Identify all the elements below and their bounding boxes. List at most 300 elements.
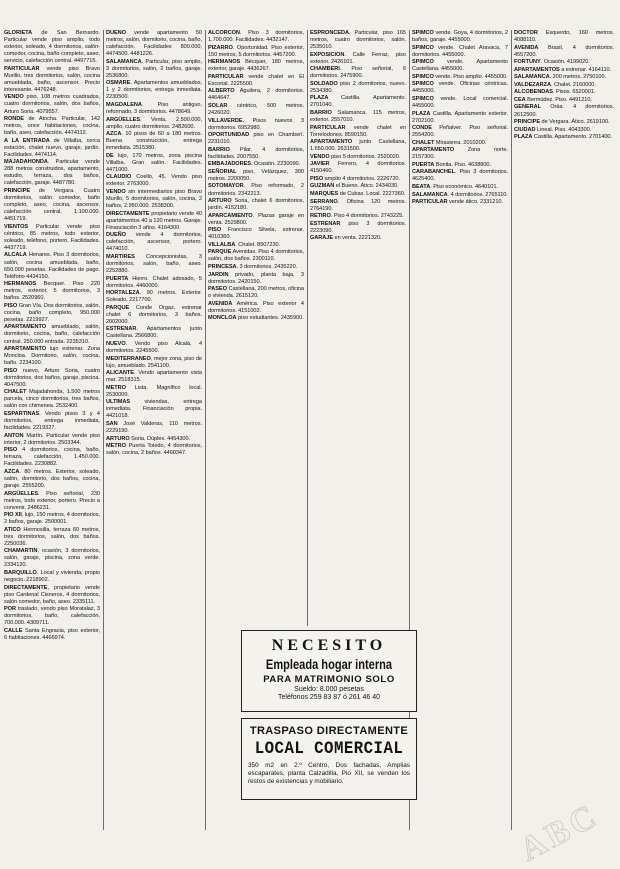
classified-ad: [310, 66, 406, 80]
classified-ad: [208, 183, 304, 197]
classified-ad-heading: SPIMCO: [412, 73, 434, 80]
classified-ad: [106, 326, 202, 340]
classified-column-5: [412, 30, 508, 830]
classified-ad-heading: VALDEZARZA: [514, 81, 551, 88]
classified-ad: [106, 80, 202, 101]
classified-ad-text: amueblado, salón, dormitorio, cocina, baño, calefacción central. 250.000 entrada. 2235310.: [4, 324, 100, 345]
classified-ad: [310, 154, 406, 161]
classified-ad-text: vende. Goya, 4 dormitorios, 2 baños, garaje. 4455000.: [412, 30, 508, 44]
classified-ad-heading: PISO: [4, 447, 18, 454]
classified-ad-text: Hermosilla, terraza 60 metros, tres dormitorios, salón, dos baños. 2250036.: [4, 526, 100, 547]
classified-column-6: [514, 30, 614, 830]
classified-ad-heading: METRO: [106, 443, 126, 450]
classified-ad-text: vende ático. 2331210.: [447, 199, 503, 206]
classified-ad-text: de Villalba, cerca estación, chalet nuevo, garaje, jardín. Facilidades. 4474114.: [4, 137, 100, 158]
classified-ad: [208, 264, 304, 271]
classified-ad: [4, 94, 100, 115]
classified-ad-heading: PARQUE: [106, 304, 130, 311]
classified-ad-heading: AZCA: [4, 468, 20, 475]
classified-ad: [514, 30, 614, 44]
classified-ad-text: Concepcionistas, 3 dormitorios, salón, baño, aseo. 2252880.: [106, 253, 202, 275]
classified-ad-text: . Local y vivienda, propio negocio. 2218902.: [4, 570, 100, 584]
classified-ad-heading: PISO: [208, 227, 222, 234]
classified-ad: [310, 110, 406, 124]
classified-ad-text: . Ocasión. 4199020.: [540, 59, 590, 66]
classified-ad-heading: GENERAL: [514, 104, 541, 111]
classified-column-2: [106, 30, 202, 830]
classified-ad-text: . Piso económico. 4640101.: [430, 183, 498, 190]
classified-ad-heading: EXPOSICION: [310, 51, 345, 58]
classified-ad-text: privado, planta baja, 3 dormitorios. 2420150.: [208, 271, 304, 285]
classified-ad: [208, 103, 304, 117]
classified-ad-text: a estrenar. 4164110.: [559, 66, 612, 73]
classified-ad: [208, 213, 304, 227]
classified-ad-heading: ALICANTE: [106, 370, 134, 377]
classified-ad: [310, 52, 406, 66]
classified-ad-text: . Pisos. 6520001.: [552, 89, 596, 96]
classified-ad-heading: ANTON: [4, 432, 24, 439]
classified-ad-text: , ocasión, 3 dormitorios, salón, garaje, piscina, zona verde. 2334120.: [4, 548, 100, 569]
classified-ad: [106, 399, 202, 420]
classified-ad: [106, 232, 202, 253]
classified-ad: [208, 169, 304, 183]
classified-ad-heading: CHALET: [412, 139, 435, 146]
classified-ad: [4, 138, 100, 159]
classified-ad-heading: ALCOBENDAS: [514, 89, 553, 96]
classified-ad: [310, 191, 406, 198]
classified-ad-text: . Piso 3 dormitorios, 1.700.000. Facilidades. 4432147.: [208, 30, 304, 44]
classified-ad-heading: ALCORCON: [208, 30, 240, 36]
classified-ad-text: vende. Piso amplio. 4455000.: [433, 73, 508, 80]
classified-ad-heading: SALAMANCA: [106, 58, 142, 65]
classified-ad-heading: PLAZA: [514, 134, 533, 141]
classified-ad-heading: RETIRO: [310, 213, 331, 220]
classified-ad-text: Pilar. 4 dormitorios, facilidades. 2007550.: [208, 146, 304, 160]
classified-ad-text: Particular vende piso céntrico, 85 metros, todo exterior, soleado, teléfono, portero. Facilidades. 4437719.: [4, 223, 100, 251]
classified-ad-heading: PARQUE: [208, 249, 232, 256]
classified-ad-heading: SPIMCO: [412, 95, 434, 102]
ad-traspaso-subheading: LOCAL COMERCIAL: [254, 739, 404, 759]
classified-ad-heading: VENDO: [310, 153, 330, 160]
classified-ad-text: . Oficina 120 metros. 2764190.: [310, 198, 406, 212]
classified-ad: [412, 45, 508, 59]
classified-ad-text: . Apartamentos amueblados, 1 y 2 dormitorios, entrega inmediata. 2230500.: [106, 80, 202, 101]
classified-ad-heading: VIENTOS: [4, 223, 29, 230]
classified-ad: [4, 469, 100, 490]
classified-ad-heading: DE: [106, 152, 114, 159]
classified-ad-text: sin intermediarios piso Bravo Murillo, 5 dormitorios, salón, cocina, 2 baños, 2.950.000. 2538300.: [106, 189, 202, 210]
classified-ad-heading: VENDO: [4, 94, 24, 101]
classified-ad: [4, 188, 100, 223]
classified-ad-text: . Piso señorial, 230 metros, todo exterior, portero. Precio a convenir. 2486231.: [4, 490, 100, 511]
classified-ad-text: , propietario vende piso Cardenal Cisneros, 4 dormitorios, salón comedor, baño, aseo. 2335111.: [4, 584, 100, 605]
classified-ad: [208, 59, 304, 73]
ad-necesito-phones: Teléfonos 259 83 87 ó 261 46 40: [278, 694, 380, 701]
classified-ad-heading: VENDO: [106, 189, 126, 196]
classified-ad-heading: PARTICULAR: [412, 199, 448, 206]
classified-ad-heading: CIUDAD: [514, 126, 536, 133]
classified-ad-heading: ESPARTINAS: [4, 410, 40, 417]
classified-ad: [4, 447, 100, 468]
classified-ad: [208, 45, 304, 59]
classified-ad-heading: ALCALA: [4, 252, 27, 259]
classified-ad-heading: PARTICULAR: [310, 124, 346, 131]
classified-ad-heading: DOCTOR: [514, 30, 538, 36]
classified-ad: [412, 111, 508, 125]
classified-ad-heading: PARTICULAR: [4, 65, 40, 72]
classified-ad-text: piso, Velázquez, 300 metros. 2200050.: [208, 168, 304, 182]
classified-ad-text: Aguilera, 2 dormitorios. 4464647.: [208, 88, 304, 102]
classified-ad: [310, 30, 406, 51]
classified-ad-text: viviendas, entrega inmediata. Financiación propia. 4421018.: [106, 399, 202, 420]
classified-ad: [4, 548, 100, 569]
classified-ad-text: vende 4 dormitorios, calefacción, ascensor, portero. 4474010.: [106, 232, 202, 253]
classified-ad-text: Bonita. Piso. 4638800.: [434, 161, 491, 168]
classified-ad-text: . 10 pisos de 60 a 180 metros. Buena construcción, entrega inmediata. 2515380.: [106, 131, 202, 152]
classified-ad-text: lujo, 170 metros, zona piscina Villalba. Gran salón. Facilidades. 4471000.: [106, 152, 202, 173]
classified-ad: [106, 153, 202, 174]
classified-ad: [208, 227, 304, 241]
classified-ad-text: Castilla. Apartamento. 2701400.: [532, 134, 612, 141]
ad-traspaso-body: 350 m2 en 2.º Centro, Dos fachadas, Amplias escaparates, planta Calzadilla, Pio XII, se venden los restos de existencias y mobiliario.: [248, 762, 410, 785]
classified-ad-text: Ferrero, 4 dormitorios. 4150460.: [310, 161, 406, 175]
classified-ad: [412, 147, 508, 161]
classified-ad: [4, 527, 100, 548]
classified-ad-text: Coello, 45. Vendo piso exterior. 2763000.: [106, 174, 202, 188]
classified-ad: [106, 443, 202, 457]
classified-ad-heading: PRINCIPE: [514, 119, 541, 126]
classified-ad: [106, 211, 202, 232]
classified-ad-heading: AVENIDA: [208, 300, 233, 307]
classified-ad-heading: ARGÜELLES: [4, 490, 39, 497]
classified-ad-heading: SAN: [106, 421, 118, 428]
classified-ad-heading: MARQUES: [310, 191, 339, 198]
classified-ad-heading: POR: [4, 606, 16, 613]
classified-ad: [4, 303, 100, 324]
classified-ad-heading: PUERTA: [106, 275, 129, 282]
classified-ad-text: de Vergara. Ático. 2619100.: [540, 119, 610, 126]
classified-ad-text: . Vendo piso Alcalá, 4 dormitorios. 2245500.: [106, 341, 202, 355]
classified-ad-heading: BARQUILLO: [4, 570, 37, 577]
classified-ad-text: . Vendo pisos 3 y 4 dormitorios, entrega inmediata, facilidades. 2219327.: [4, 410, 100, 432]
classified-ad: [412, 81, 508, 95]
classified-ad: [514, 59, 614, 66]
classified-ad-text: vende chalet en Torrelodones. 8590150.: [310, 124, 406, 138]
classified-ad: [412, 74, 508, 81]
classified-ad-text: vende. Local comercial. 4455000.: [412, 95, 508, 109]
classified-ad: [106, 117, 202, 131]
classified-ad-text: José Valderas, 110 metros. 2229190.: [106, 421, 202, 435]
classified-ad-text: . Apartamentos junto Castellana. 2566800.: [106, 326, 202, 340]
classified-ad-text: piso en Chamberí. 2231010.: [208, 132, 304, 146]
classified-ad-text: Castellana, 200 metros, oficina o vivienda. 2615120.: [208, 286, 304, 300]
classified-ad-text: Brasil, 4 dormitorios. 4557200.: [514, 44, 614, 58]
classified-ad-text: Francisco Silvela, estrenar. 4010360.: [208, 227, 304, 241]
classified-ad: [514, 89, 614, 96]
classified-ad-heading: GLORIETA: [4, 30, 33, 36]
classified-ad-heading: APARTAMENTO: [310, 139, 353, 146]
classified-ad-text: Lineal. Piso. 4043300.: [535, 126, 592, 133]
classified-ad-heading: APARCAMIENTO: [208, 212, 253, 219]
classified-ad-text: Salamanca. 115 metros, exterior. 2557010.: [310, 110, 406, 124]
classified-ad-text: el Bueno. Ático. 2434030.: [334, 183, 399, 190]
classified-ad: [412, 59, 508, 73]
ad-necesito-salary: Sueldo: 8.000 pesetas: [294, 686, 364, 693]
ad-traspaso-box: [241, 718, 417, 800]
classified-ad-text: . Piso reformado, 2 dormitorios. 2342213.: [208, 183, 304, 197]
classified-ad-heading: PIZARRO: [208, 44, 233, 51]
classified-ad-heading: HERMANOS: [4, 281, 37, 288]
classified-ad-heading: SOTOMAYOR: [208, 183, 244, 190]
classified-ad-text: . Venta, 2.500.000, amplio, cuatro dormitorios. 2482600.: [106, 116, 202, 130]
classified-ad-text: vende. Chalet Aravaca, 7 dormitorios. 4455000.: [412, 44, 508, 58]
classified-ad-heading: GUZMAN: [310, 183, 335, 190]
classified-ad: [412, 140, 508, 147]
classified-column-1: [4, 30, 100, 830]
classified-ad: [4, 433, 100, 447]
classified-ad-text: Hierro. Chalet adosado, 5 dormitorios. 4460000.: [106, 275, 202, 289]
classified-ad-heading: PLAZA: [412, 110, 431, 117]
classified-ad-heading: HERMANOS: [208, 59, 241, 66]
classified-column-4: [310, 30, 406, 626]
classified-ad-text: , mejor zona, piso de lujo, amueblado. 2541100.: [106, 355, 202, 369]
classified-ad-heading: CARABANCHEL: [412, 169, 455, 176]
classified-ad-text: en venta. 2221320.: [333, 235, 382, 242]
classified-ad: [310, 183, 406, 190]
classified-ad: [310, 139, 406, 153]
classified-ad-text: Soria. Dúplex. 4454300.: [129, 435, 191, 442]
classified-ad: [514, 45, 614, 59]
classified-ad: [4, 30, 100, 65]
classified-ad-text: propietario vende 40 apartamentos 40 a 120 metros. Garaje. Financiación 3 años. 4164300.: [106, 210, 202, 231]
classified-ad: [514, 74, 614, 81]
classified-ad: [208, 132, 304, 146]
classified-ad-text: Gran Vía. Dos dormitorios, salón, cocina, baño completo, 950.000 pesetas. 2219927.: [4, 302, 100, 323]
classified-ad-heading: CHALET: [4, 389, 27, 396]
classified-ad: [106, 421, 202, 435]
classified-ad-heading: PRINCESA: [208, 264, 237, 270]
classified-ad-heading: MARTIRES: [106, 253, 135, 260]
classified-ad: [4, 116, 100, 137]
classified-ad-heading: EMBAJADORES: [208, 161, 251, 168]
classified-ad-text: vende piso Bravo Murillo, tres dormitorios, salón, cocina amueblada, baño, ascensor. Precio interesante. 4476248.: [4, 65, 100, 93]
classified-ad-text: . Particular, piso amplio, 3 dormitorios, salón, 2 baños, garaje. 2536800.: [106, 58, 202, 79]
classified-ad: [310, 199, 406, 213]
classified-ad-text: . Ocasión. 2230090.: [250, 161, 301, 168]
classified-ad-heading: ARTURO: [106, 435, 130, 442]
classified-ad-heading: APARTAMENTO: [4, 346, 47, 353]
classified-ad: [4, 324, 100, 345]
classified-ad: [4, 66, 100, 94]
classified-ad: [106, 385, 202, 399]
ad-necesito-heading: NECESITO: [271, 637, 387, 654]
classified-ad: [106, 436, 202, 443]
classified-ad-heading: RONDE: [4, 116, 24, 123]
classified-ad-text: Puerta Toledo, 4 dormitorios, salón, cocina, 2 baños. 4460347.: [106, 443, 202, 457]
classified-ad: [4, 491, 100, 512]
classified-ad: [412, 184, 508, 191]
classified-ad-text: Zona norte. 2157300.: [412, 147, 508, 161]
classified-ad-text: Santa Engracia, piso exterior, 6 habitaciones. 4466974.: [4, 627, 100, 641]
classified-ad: [4, 411, 100, 432]
classified-ad: [208, 198, 304, 212]
classified-ad-heading: DUEÑO: [106, 30, 126, 36]
classified-ad: [106, 276, 202, 290]
classified-ad: [4, 281, 100, 302]
classified-ad-text: Castilla. Apartamento exterior. 2702100.: [412, 110, 508, 124]
classified-ad: [106, 30, 202, 58]
classified-ad: [514, 97, 614, 104]
classified-ad-heading: METRO: [106, 384, 126, 391]
classified-ad: [208, 249, 304, 263]
classified-ad-heading: JAVIER: [310, 161, 330, 168]
classified-ad-text: piso 2 dormitorios, nuevo. 2534380.: [310, 80, 406, 94]
classified-ad-text: Oráa. 4 dormitorios. 2612500.: [514, 104, 614, 118]
classified-ad: [208, 161, 304, 168]
classified-ad-text: nuevo, Arturo Soria, cuatro dormitorios, dos baños, garaje, piscina. 4047500.: [4, 367, 100, 388]
classified-ad-text: amplio 4 dormitorios. 2226720.: [323, 175, 400, 182]
classified-ad: [208, 315, 304, 322]
classified-ad-heading: CONDE: [412, 125, 432, 132]
classified-ad-text: piso, 108 metros cuadrados, cuatro dormitorios, salón, dos baños, Arturo Soria. 4079557.: [4, 94, 100, 115]
classified-ad: [106, 305, 202, 326]
classified-ad-heading: ATICO: [4, 526, 21, 533]
classified-ad: [310, 176, 406, 183]
classified-ad-heading: ARGÜELLES: [106, 116, 141, 123]
classified-ad-text: . Oportunidad. Piso exterior, 150 metros, 5 dormitorios. 4457200.: [208, 44, 304, 58]
classified-ad-heading: AVENIDA: [514, 44, 539, 51]
classified-ad-heading: A LA ENTRADA: [4, 137, 50, 144]
classified-ad: [310, 235, 406, 242]
classified-ad-heading: DIRECTAMENTE: [4, 584, 48, 591]
classified-ad-heading: PISO: [310, 175, 324, 182]
classified-ad: [310, 161, 406, 175]
classified-ad: [310, 95, 406, 109]
classified-ad-text: Peñalver. Piso señorial. 2554200.: [412, 125, 508, 139]
classified-ad: [4, 252, 100, 280]
column-rule: [307, 30, 308, 626]
classified-ad-heading: SEÑORIAL: [208, 168, 237, 175]
classified-ad-heading: CALLE: [4, 627, 23, 634]
classified-ad-heading: ESTRENAR: [106, 326, 137, 333]
classified-ad-text: . Piso 3 dormitorios. 4625400.: [412, 169, 508, 183]
classified-ad-heading: CHAMARTIN: [4, 548, 38, 555]
classified-ad-heading: PISO: [4, 367, 18, 374]
column-rule: [511, 30, 512, 830]
classified-ad: [208, 242, 304, 249]
classified-ad: [4, 585, 100, 606]
classified-ad: [208, 88, 304, 102]
classified-ad-heading: BEATA: [412, 183, 431, 190]
classified-ad-heading: ARTURO: [208, 198, 232, 205]
classified-ad-text: traslado, vendo piso Moratalaz, 3 dormitorios, baño, calefacción, 700.000. 4309711.: [4, 606, 100, 627]
classified-ad-heading: CEA: [514, 96, 526, 103]
classified-ad: [514, 67, 614, 74]
classified-ad-text: Bécquer, 180 metros, exterior, garaje. 4436267.: [208, 59, 304, 73]
classified-ad: [106, 131, 202, 152]
classified-ad-heading: FORTUNY: [514, 59, 541, 66]
classified-ad-heading: ESPRONCEDA: [310, 30, 349, 36]
classified-ad-text: . Pisos nuevos 3 dormitorios. 6952980.: [208, 117, 304, 131]
classified-ad: [310, 125, 406, 139]
classified-ad: [514, 134, 614, 141]
classified-ad-text: Castilla. Apartamento. 2701040.: [310, 95, 406, 109]
ad-necesito-box: [241, 630, 417, 712]
classified-ad-heading: DIRECTAMENTE: [106, 210, 150, 217]
classified-ad-text: Avenidas. Piso 4 dormitorios, salón, dos baños. 2300110.: [208, 249, 304, 263]
classified-ad-text: Majadahonda, 1.500 metros parcela, cinco dormitorios, tres baños, salón con chimenea. 2532400.: [4, 389, 100, 410]
classified-ad-text: piso 3 dormitorios. 2223090.: [310, 220, 406, 234]
classified-ad: [514, 82, 614, 89]
classified-ad: [106, 59, 202, 80]
classified-ad-heading: OPORTUNIDAD: [208, 132, 250, 139]
classified-ad-heading: CLAUDIO: [106, 174, 132, 181]
classified-ad-heading: SOLDADO: [310, 80, 338, 87]
classified-ad-heading: SALAMANCA: [514, 74, 550, 81]
classified-ad: [412, 162, 508, 169]
classified-ad: [412, 169, 508, 183]
column-rule: [205, 30, 206, 830]
classified-ad-text: Soria, chalet 6 dormitorios, jardín. 4152180.: [208, 198, 304, 212]
classified-ad-heading: PIO XII: [4, 512, 22, 519]
classified-ad: [514, 127, 614, 134]
classified-ad-heading: ALBERTO: [208, 88, 235, 95]
classified-ad-text: piso estudiantes. 2435900.: [236, 315, 304, 322]
classified-ad-heading: SPIMCO: [412, 59, 434, 66]
classified-ad-heading: PLAZA: [310, 95, 329, 102]
classified-ad-text: , lujo, 150 metros, 4 dormitorios, 2 baños, garaje. 2500001.: [4, 512, 100, 526]
classified-ad-heading: MAJADAHONDA: [4, 159, 48, 166]
classified-ad: [106, 189, 202, 210]
classified-ad-text: . Piso señorial, 6 dormitorios. 2475900.: [310, 66, 406, 80]
classified-ad-heading: SPIMCO: [412, 30, 434, 36]
classified-ad-text: de Cubas. Local. 2227360.: [338, 191, 406, 198]
classified-ad-heading: APARTAMENTO: [4, 324, 47, 331]
classified-ad-text: América. Piso exterior 4 dormitorios. 4151002.: [208, 300, 304, 314]
classified-ad-heading: SOLAR: [208, 102, 228, 109]
classified-ad-text: . 90 metros. Exterior. Soleado. 2217700.: [106, 290, 202, 304]
classified-ad-text: Martín. Particular vende piso interior, 2 dormitorios. 2503344.: [4, 432, 100, 446]
classified-ad-text: . Chalet. 2160000.: [551, 81, 596, 88]
classified-ad-text: . Particular vende 288 metros construidos, apartamento, estudio, terraza, dos baños, calefacción, garaje. 4487780.: [4, 159, 100, 187]
classified-ad: [208, 118, 304, 132]
classified-ad-heading: SALAMANCA: [412, 191, 448, 198]
classified-ad-text: de Atocha. Particular, 142 metros, once habitaciones, cocina, baño, aseo, calefacción. 4474112.: [4, 116, 100, 137]
classified-ad-heading: SPIMCO: [412, 81, 434, 88]
classified-ad: [4, 512, 100, 526]
classified-ad-text: vende. Apartamento Castellana. 4455000.: [412, 59, 508, 73]
classified-ad: [4, 570, 100, 584]
classified-ad: [412, 192, 508, 199]
classified-ad-heading: VILLALBA: [208, 241, 236, 248]
classified-ad: [310, 213, 406, 220]
classified-ad-heading: SERRANO: [310, 198, 338, 205]
classified-ad: [106, 254, 202, 275]
classified-ad-text: Conde Orgaz, estrenar chalet 6 dormitorios, 3 baños. 2002000.: [106, 304, 202, 325]
classified-ad-heading: OSMARE: [106, 80, 131, 87]
classified-ad: [106, 341, 202, 355]
ad-necesito-subheading: Empleada hogar interna: [265, 657, 393, 672]
classified-ad: [106, 102, 202, 116]
classified-ad-heading: BARRIO: [310, 110, 332, 117]
classified-ad-heading: SPIMCO: [412, 44, 434, 51]
classified-ad: [4, 606, 100, 627]
classified-ad-text: piso 5 dormitorios. 2520020.: [329, 153, 401, 160]
classified-ad-text: . 80 metros. Exterior, soleado, salón, dormitorio, dos baños, cocina, garaje. 2555200.: [4, 468, 100, 489]
classified-ad: [4, 368, 100, 389]
classified-ad-text: vende. Oficinas céntricas. 4455000.: [412, 81, 508, 95]
classified-ad: [412, 96, 508, 110]
